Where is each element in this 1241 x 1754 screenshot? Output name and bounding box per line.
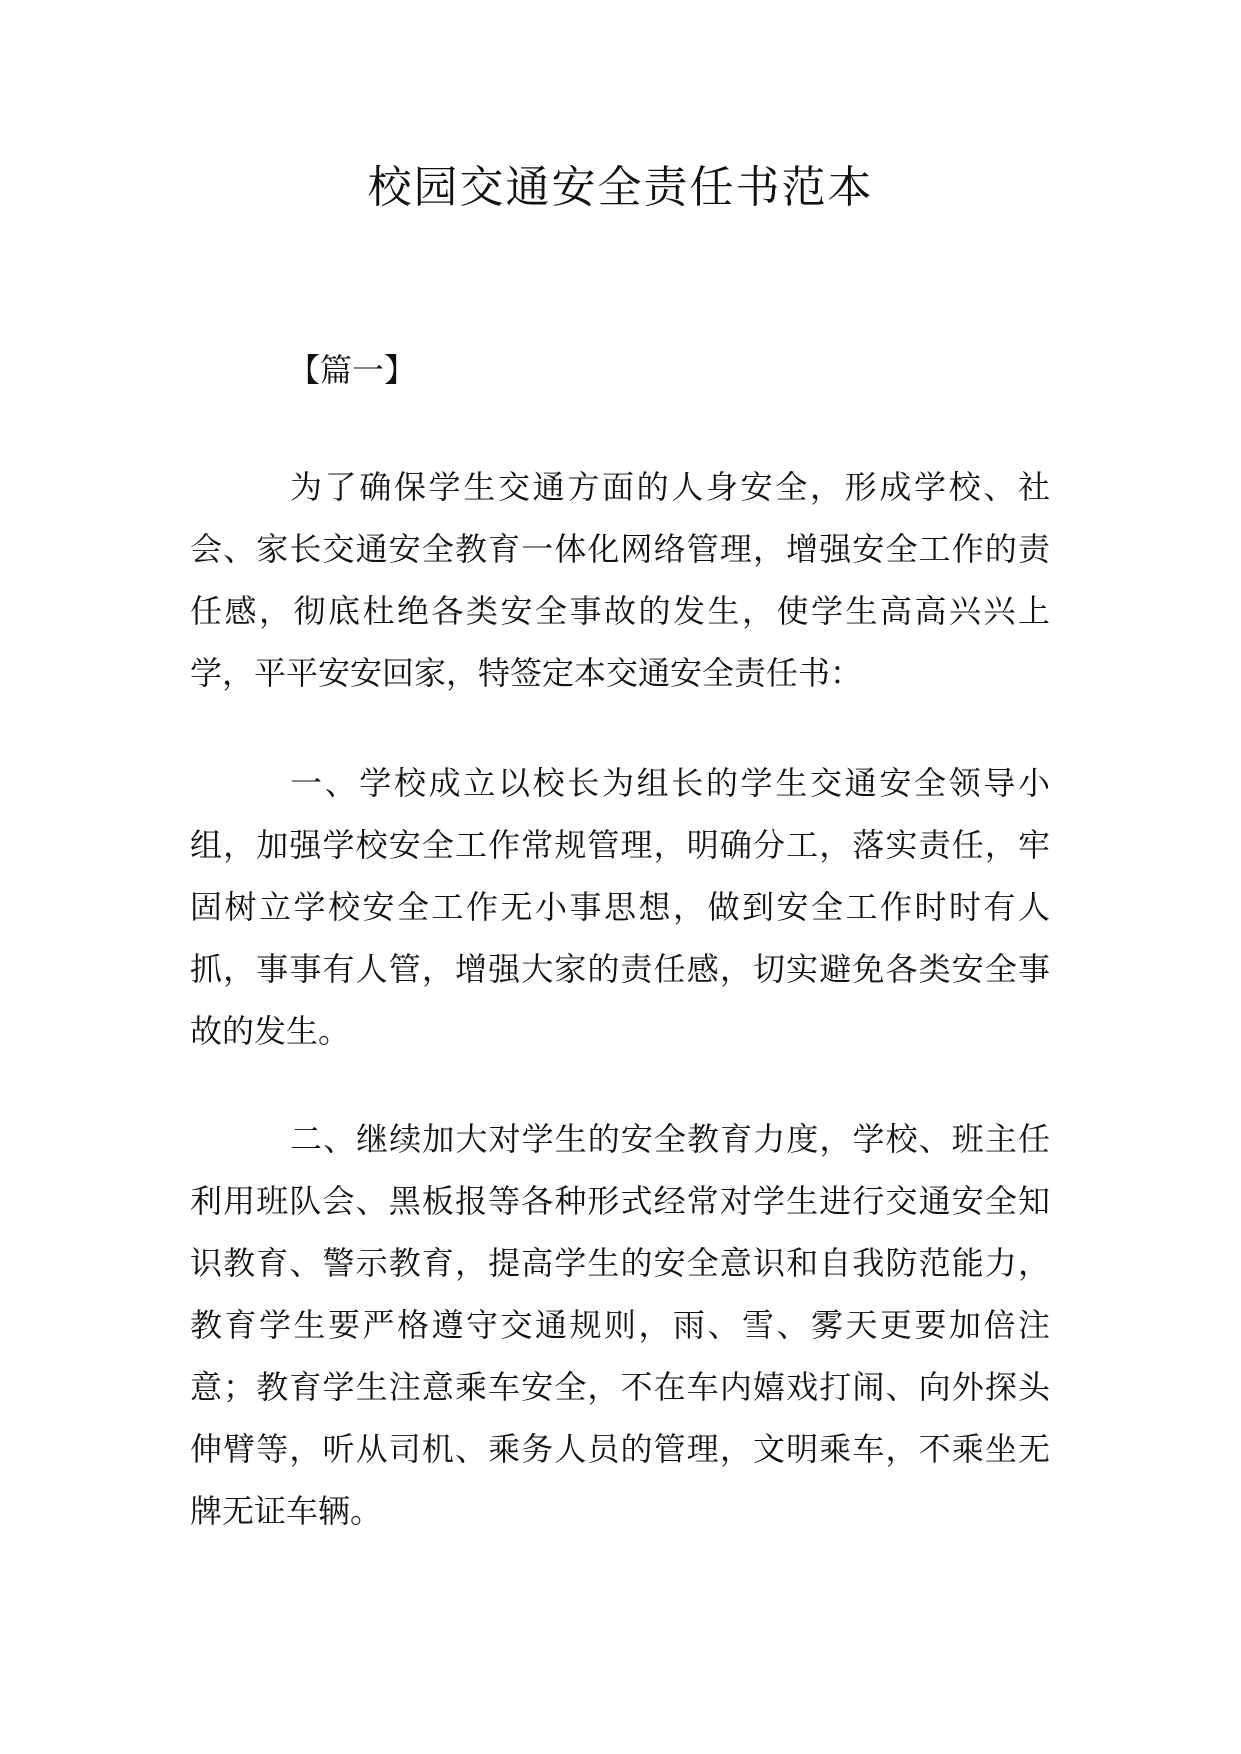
paragraph-intro: 为了确保学生交通方面的人身安全，形成学校、社会、家长交通安全教育一体化网络管理，增强安全工作的责任感，彻底杜绝各类安全事故的发生，使学生高高兴兴上学，平平安安回家，特签定本交通安全责任书： (190, 468, 1050, 692)
document-title: 校园交通安全责任书范本 (367, 162, 874, 213)
paragraph-item-2: 二、继续加大对学生的安全教育力度，学校、班主任利用班队会、黑板报等各种形式经常对学生进行交通安全知识教育、警示教育，提高学生的安全意识和自我防范能力，教育学生要严格遵守交通规则，雨、雪、雾天更要加倍注意；教育学生注意乘车安全，不在车内嬉戏打闹、向外探头伸臂等，听从司机、乘务人员的管理，文明乘车，不乘坐无牌无证车辆。 (190, 1120, 1050, 1530)
section-label: 【篇一】 (288, 351, 417, 389)
paragraph-item-1: 一、学校成立以校长为组长的学生交通安全领导小组，加强学校安全工作常规管理，明确分工，落实责任，牢固树立学校安全工作无小事思想，做到安全工作时时有人抓，事事有人管，增强大家的责任感，切实避免各类安全事故的发生。 (190, 764, 1050, 1050)
